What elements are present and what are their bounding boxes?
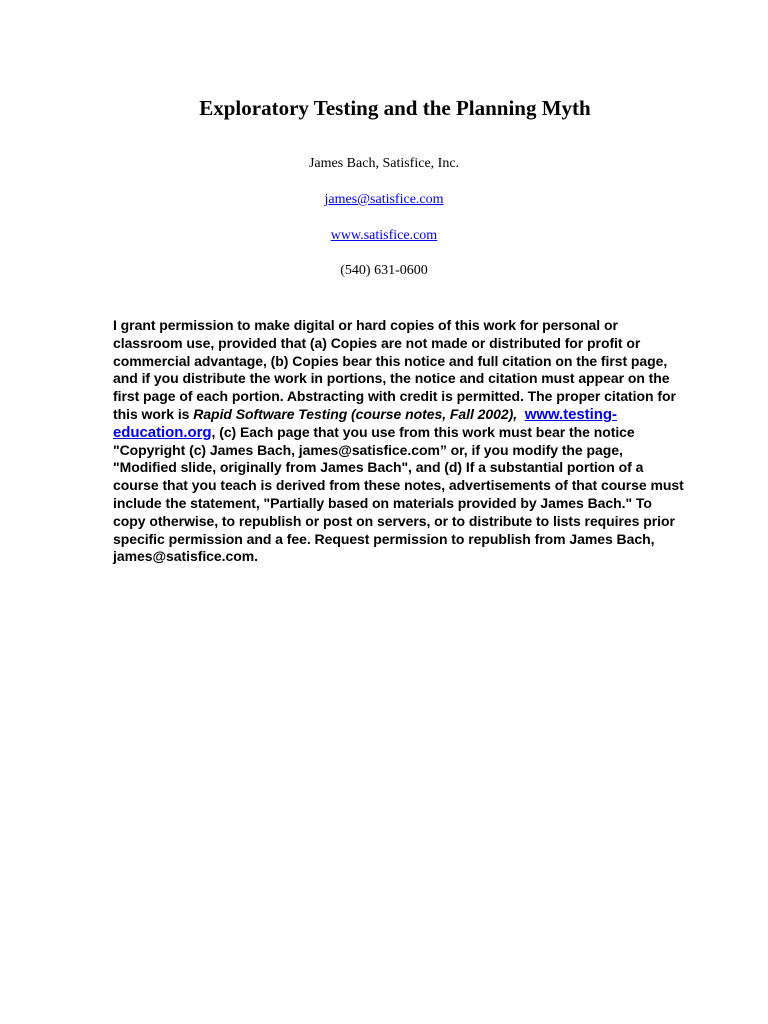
testing-education-link[interactable]: www.testing-education.org [113, 405, 617, 441]
notice-text-part2: , (c) Each page that you use from this work must bear the notice "Copyright (c) James Bach, james@satisfice.com” or, if you modify the page, "Modified slide, originally from James Bach", and (d) If a substantial portion of a course that you teach is derived from these notes, advertisements of that course must include the statement, "Partially based on materials provided by James Bach." To copy otherwise, to republish or post on servers, or to distribute to lists requires prior specific permission and a fee. Request permission to republish from James Bach, james@satisfice.com. [113, 423, 684, 565]
notice-citation: Rapid Software Testing (course notes, Fall 2002), [193, 405, 518, 422]
website-link[interactable]: www.satisfice.com [330, 228, 438, 243]
phone-line: (540) 631-0600 [340, 263, 428, 278]
website-line [0, 227, 768, 245]
email-line [0, 191, 768, 209]
email-link[interactable]: james@satisfice.com [324, 192, 444, 207]
author-line: James Bach, Satisfice, Inc. [308, 156, 460, 171]
permission-notice [113, 317, 685, 566]
notice-text-part1: I grant permission to make digital or hard copies of this work for personal or classroom use, provided that (a) Copies are not made or distributed for profit or commercial advantage, (b) Copies bear this notice and full citation on the first page, and if you distribute the work in portions, the notice and citation must appear on the first page of each portion. Abstracting with credit is permitted. The proper citation for this work is [113, 317, 676, 422]
document-title: Exploratory Testing and the Planning Myth [199, 96, 591, 120]
